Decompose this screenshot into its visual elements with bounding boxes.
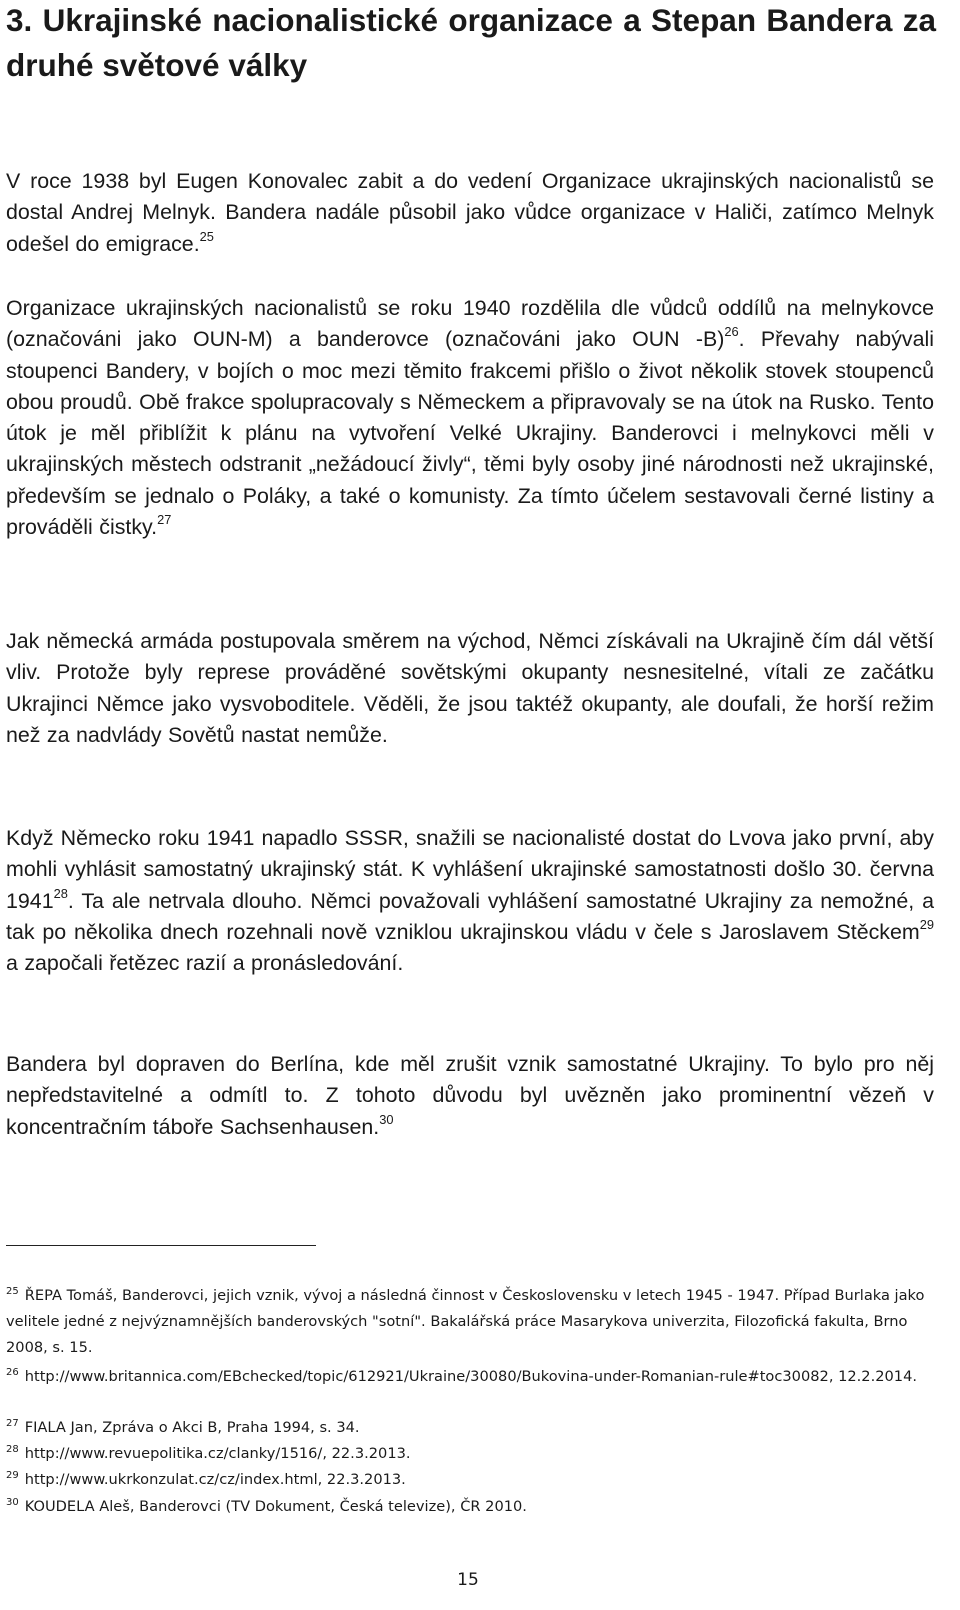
paragraph-4-text-a: Když Německo roku 1941 napadlo SSSR, snažili se nacionalisté dostat do Lvova jako první, aby mohli vyhlásit samostatný ukrajinský stát. K vyhlášení ukrajinské samostatnosti došlo 30. června 1941 [6,826,934,913]
footnote-25-text: ŘEPA Tomáš, Banderovci, jejich vznik, vývoj a následná činnost v Československu v letech 1945 - 1947. Případ Burlaka jako velitele jedné z nejvýznamnějších banderovských "sotní". Bakalářská práce Masarykova univerzita, Filozofická fakulta, Brno 2008, s. 15. [6,1287,925,1356]
footnote-29-link[interactable]: http://www.ukrkonzulat.cz/cz/index.html, 22.3.2013. [24,1471,406,1488]
footnote-25-mark: 25 [6,1286,19,1298]
footnote-30 [6,1494,936,1520]
footnote-26-mark: 26 [6,1367,19,1379]
paragraph-4-text-c: a započali řetězec razií a pronásledování. [6,951,404,976]
footnote-29 [6,1467,936,1493]
paragraph-2-text-a: Organizace ukrajinských nacionalistů se roku 1940 rozdělila dle vůdců oddílů na melnykovce (označováni jako OUN-M) a banderovce (označováni jako OUN -B) [6,296,934,352]
paragraph-4 [6,823,934,979]
paragraph-2 [6,293,934,543]
paragraph-5-text: Bandera byl dopraven do Berlína, kde měl zrušit vznik samostatné Ukrajiny. To bylo pro něj nepředstavitelné a odmítl to. Z tohoto důvodu byl uvězněn jako prominentní vězeň v koncentračním táboře Sachsenhausen. [6,1052,934,1139]
footnote-ref-26[interactable]: 26 [724,324,739,340]
footnote-27 [6,1415,936,1441]
paragraph-1 [6,166,934,260]
chapter-heading: 3. Ukrajinské nacionalistické organizace a Stepan Bandera za druhé světové války [6,2,936,83]
paragraph-5 [6,1049,934,1143]
footnote-30-mark: 30 [6,1497,19,1509]
footnote-ref-28[interactable]: 28 [53,885,68,901]
footnote-ref-29[interactable]: 29 [919,916,934,932]
footnote-ref-30[interactable]: 30 [379,1111,394,1127]
footnote-26 [6,1364,936,1390]
footnote-ref-27[interactable]: 27 [157,512,172,528]
paragraph-3 [6,626,934,751]
footnote-25 [6,1283,936,1361]
paragraph-4-text-b: . Ta ale netrvala dlouho. Němci považovali vyhlášení samostatné Ukrajiny za nemožné, a tak po několika dnech rozehnali nově vzniklou ukrajinskou vládu v čele s Jaroslavem Stěckem [6,888,934,944]
footnote-ref-25[interactable]: 25 [199,228,214,244]
footnote-29-mark: 29 [6,1470,19,1482]
paragraph-1-text: V roce 1938 byl Eugen Konovalec zabit a do vedení Organizace ukrajinských nacionalistů se dostal Andrej Melnyk. Bandera nadále působil jako vůdce organizace v Haliči, zatímco Melnyk odešel do emigrace. [6,169,934,256]
footnote-27-text: FIALA Jan, Zpráva o Akci B, Praha 1994, s. 34. [24,1419,360,1436]
footnote-28-mark: 28 [6,1444,19,1456]
footnote-separator [6,1245,316,1246]
paragraph-2-text-b: . Převahy nabývali stoupenci Bandery, v bojích o moc mezi těmito frakcemi přišlo o život několik stovek stoupenců obou proudů. Obě frakce spolupracovaly s Německem a připravovaly se na útok na Rusko. Tento útok je měl přiblížit k plánu na vytvoření Velké Ukrajiny. Banderovci i melnykovci měli v ukrajinských městech odstranit „nežádoucí živly“, těmi byly osoby jiné národnosti než ukrajinské, především se jednalo o Poláky, a také o komunisty. Za tímto účelem sestavovali černé listiny a prováděli čistky. [6,327,934,540]
footnote-30-text: KOUDELA Aleš, Banderovci (TV Dokument, Česká televize), ČR 2010. [24,1498,527,1515]
footnote-28-link[interactable]: http://www.revuepolitika.cz/clanky/1516/, 22.3.2013. [24,1445,411,1462]
paragraph-3-text: Jak německá armáda postupovala směrem na východ, Němci získávali na Ukrajině čím dál větší vliv. Protože byly represe prováděné sovětskými okupanty nesnesitelné, vítali ze začátku Ukrajinci Němce jako vysvoboditele. Věděli, že jsou taktéž okupanty, ale doufali, že horší režim než za nadvlády Sovětů nastat nemůže. [6,629,934,747]
footnote-28 [6,1441,936,1467]
footnote-26-link[interactable]: http://www.britannica.com/EBchecked/topic/612921/Ukraine/30080/Bukovina-under-Romanian-rule#toc30082, 12.2.2014. [24,1368,918,1385]
page-number: 15 [457,1570,479,1590]
footnote-27-mark: 27 [6,1418,19,1430]
